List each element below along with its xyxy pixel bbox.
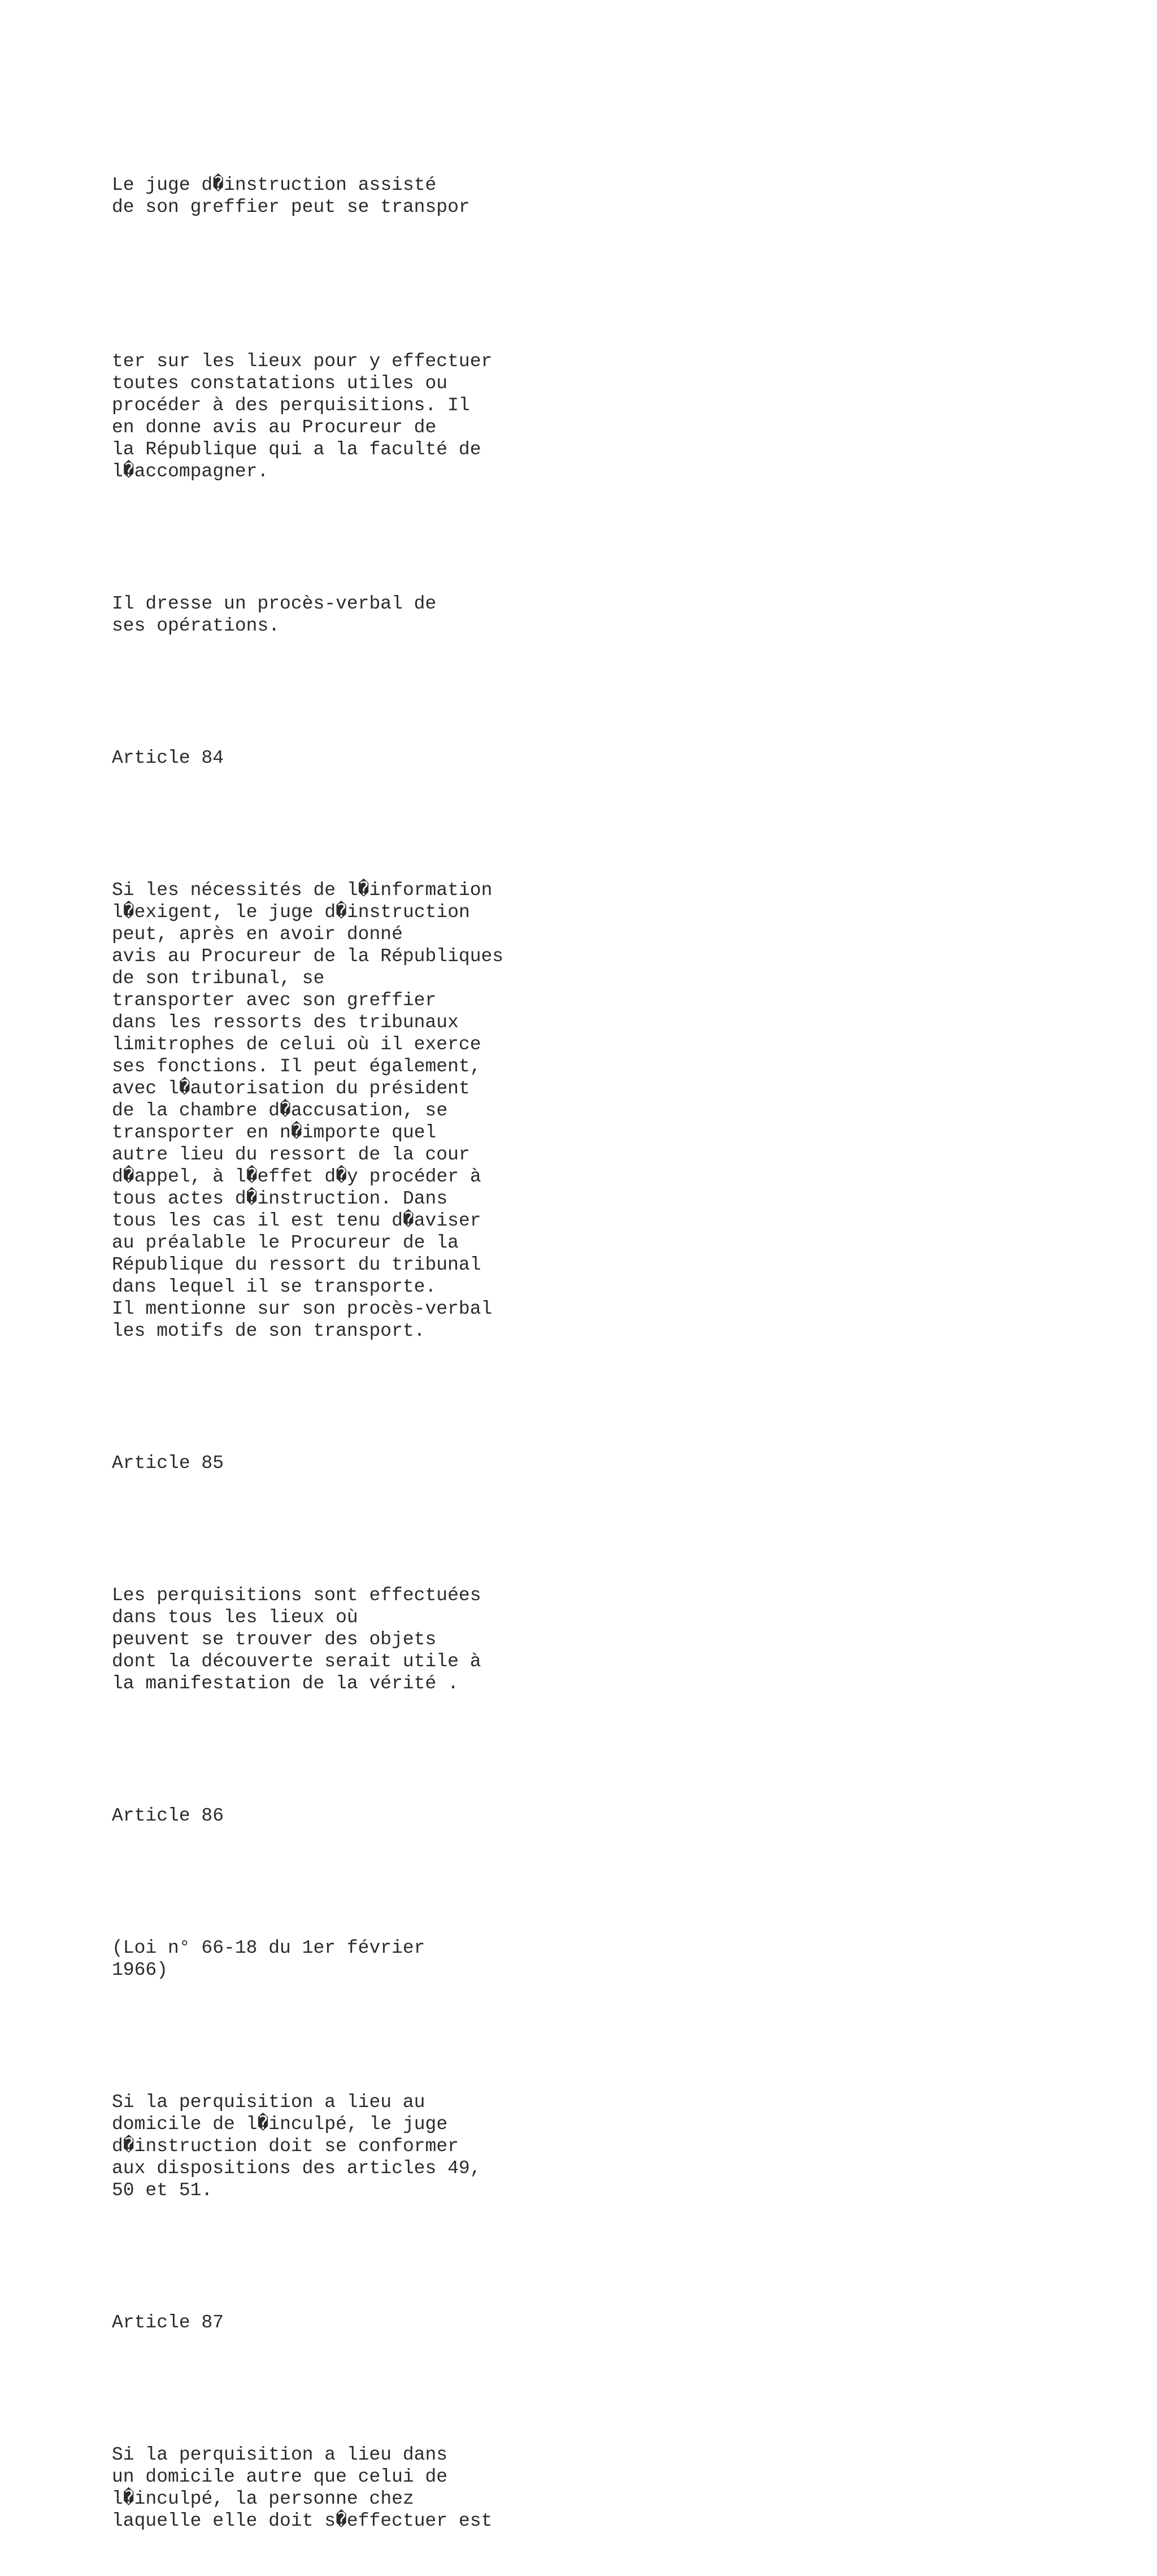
paragraph-gap (112, 1871, 503, 1893)
paragraph-article-85: Les perquisitions sont effectuées dans tous les lieux où peuvent se trouver des objets dont la découverte serait utile à la manifestation de la vérité . (112, 1585, 481, 1694)
paragraph-loi-reference: (Loi n° 66-18 du 1er février 1966) (112, 1938, 425, 1980)
paragraph-gap (112, 1518, 503, 1540)
article-heading-86: Article 86 (112, 1805, 224, 1826)
paragraph-gap (112, 1739, 503, 1761)
paragraph-article-86: Si la perquisition a lieu au domicile de l�inculpé, le juge d�instruction doit se conformer aux dispositions des articles 49, 50 et 51. (112, 2092, 481, 2201)
paragraph-gap (112, 2025, 503, 2047)
document-body (112, 130, 503, 2576)
paragraph-gap (112, 527, 503, 549)
paragraph-gap (112, 813, 503, 835)
paragraph-article-87: Si la perquisition a lieu dans un domicile autre que celui de l�inculpé, la personne chez laquelle elle doit s�effectuer est (112, 2444, 493, 2531)
article-heading-87: Article 87 (112, 2312, 224, 2333)
paragraph-proces-verbal: Il dresse un procès-verbal de ses opérations. (112, 593, 437, 636)
paragraph-article-84: Si les nécessités de l�information l�exigent, le juge d�instruction peut, après en avoir donné avis au Procureur de la Républiques de son tribunal, se transporter avec son greffier dans les ressorts des tribunaux limitrophes de celui où il exerce ses fonctions. Il peut également, avec l�autorisation du président de la chambre d�accusation, se transporter en n�importe quel autre lieu du ressort de la cour d�appel, à l�effet d�y procéder à tous actes d�instruction. Dans tous les cas il est tenu d�aviser au préalable le Procureur de la République du ressort du tribunal dans lequel il se transporte. Il mentionne sur son procès-verbal les motifs de son transport. (112, 880, 504, 1341)
paragraph-gap (112, 681, 503, 703)
paragraph-gap (112, 1386, 503, 1408)
page-break-gap (112, 262, 503, 306)
paragraph-gap (112, 2378, 503, 2400)
article-heading-85: Article 85 (112, 1453, 224, 1474)
paragraph-transport-lieux: ter sur les lieux pour y effectuer toutes constatations utiles ou procéder à des perquisitions. Il en donne avis au Procureur de la République qui a la faculté de l�accompagner. (112, 351, 493, 482)
paragraph-gap (112, 2245, 503, 2267)
article-heading-84: Article 84 (112, 748, 224, 768)
paragraph-intro: Le juge d�instruction assisté de son greffier peut se transpor (112, 175, 470, 218)
